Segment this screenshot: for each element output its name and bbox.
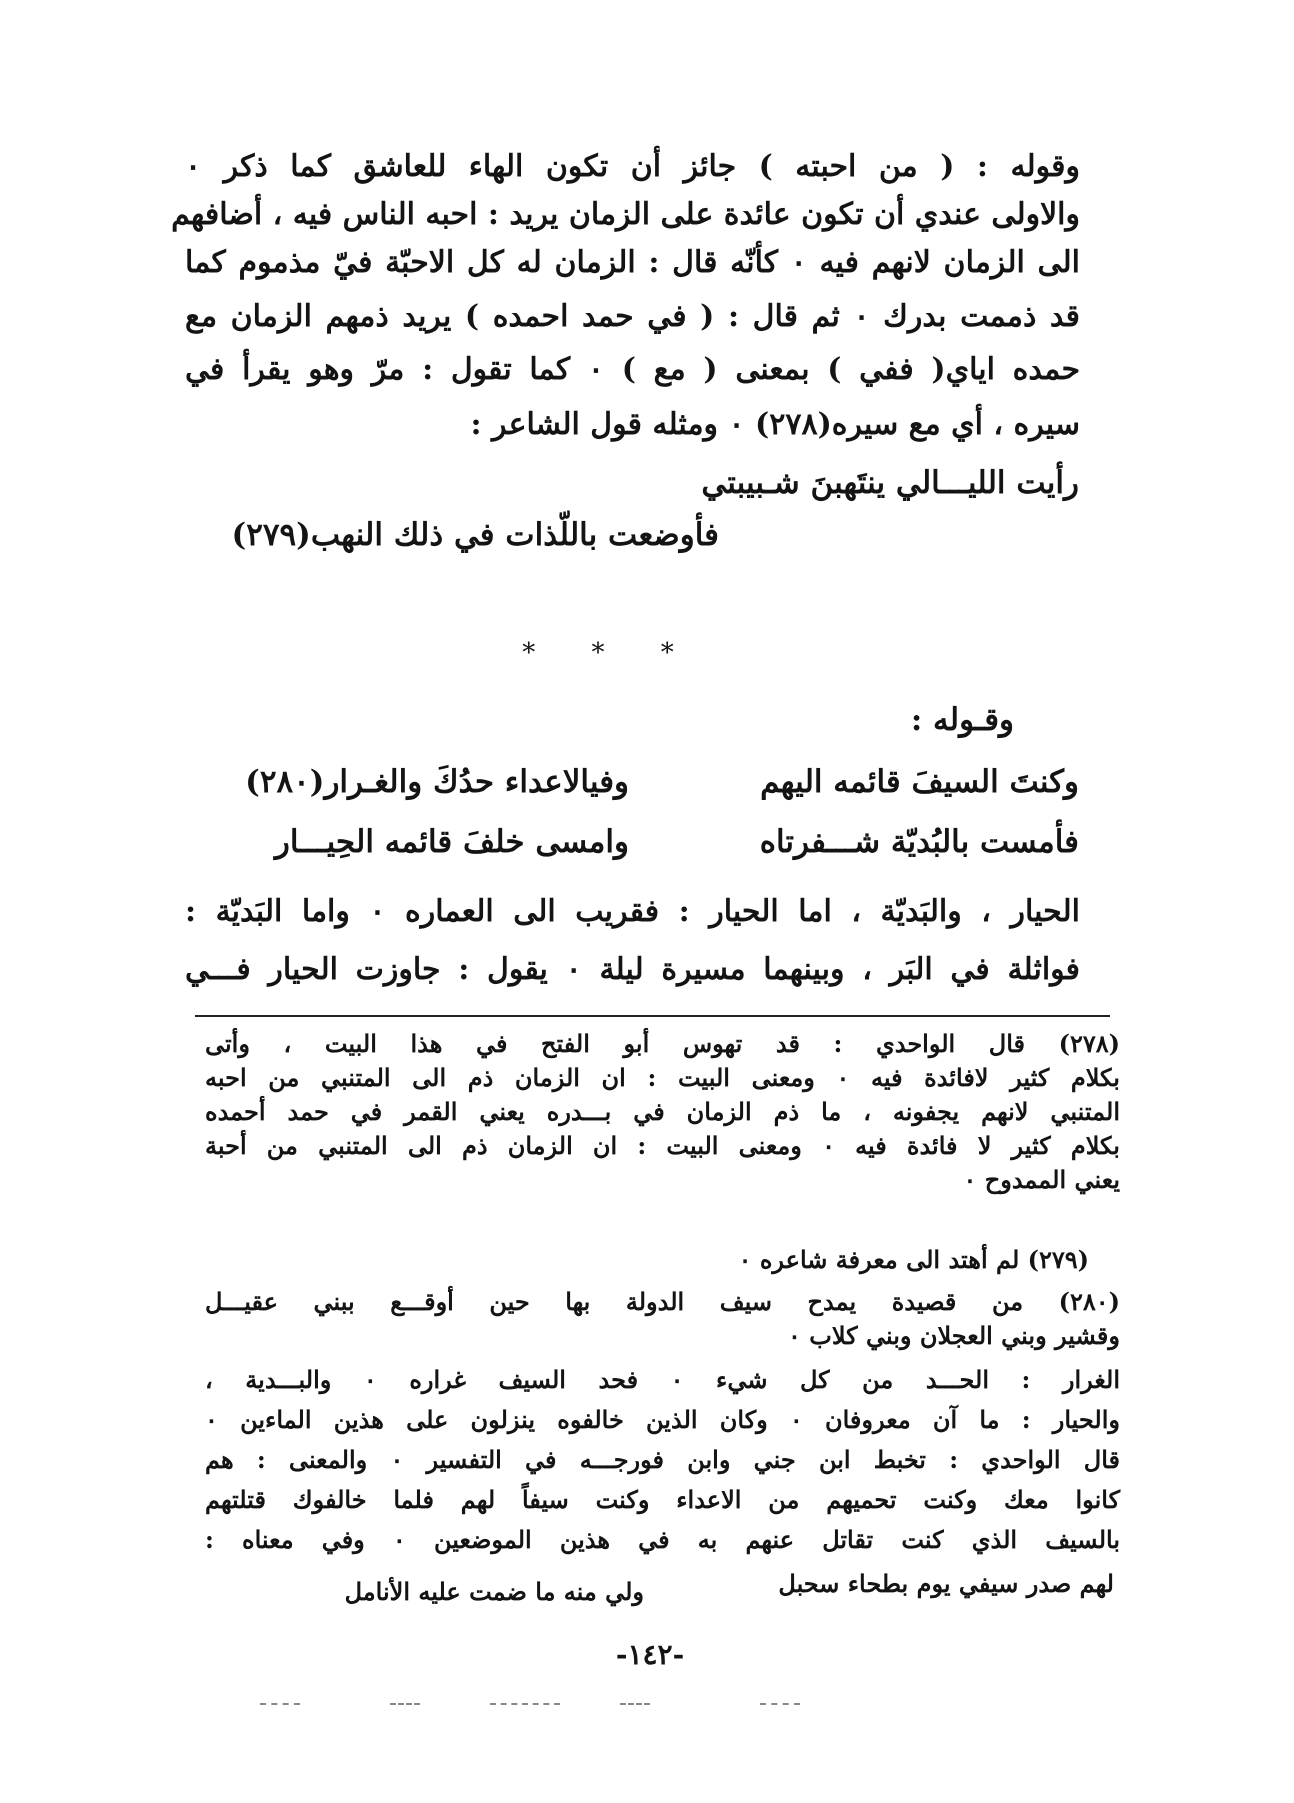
scan-mark — [390, 1703, 420, 1705]
body-line-4: قد ذممت بدرك ٠ ثم قال : ( في حمد احمده ) يريد ذمهم الزمان مع — [185, 299, 1080, 334]
poem2-verse1-right: وكنتَ السيفَ قائمه اليهم — [760, 764, 1079, 800]
footnote-line-9: الغرار : الحـــد من كل شيء ٠ فحد السيف غراره ٠ والبـــدية ، — [205, 1365, 1120, 1394]
scan-mark — [490, 1703, 560, 1705]
scan-mark — [760, 1703, 800, 1705]
body-line-8: فواثلة في البَر ، وبينهما مسيرة ليلة ٠ يقول : جاوزت الحيار فـــي — [185, 952, 1080, 987]
body-line-2: والاولى عندي أن تكون عائدة على الزمان يريد : احبه الناس فيه ، أضافهم — [171, 197, 1080, 232]
body-line-6: سيره ، أي مع سيره(٢٧٨) ٠ ومثله قول الشاعر : — [470, 407, 1080, 442]
scan-mark — [620, 1703, 650, 1705]
footnote-line-4: بكلام كثير لا فائدة فيه ٠ ومعنى البيت : ان الزمان ذم الى المتنبي من أحبة — [205, 1131, 1120, 1160]
footnote-verse-right: لهم صدر سيفي يوم بطحاء سحبل — [778, 1569, 1114, 1598]
footnote-line-11: قال الواحدي : تخبط ابن جني وابن فورجـــه في التفسير ٠ والمعنى : هم — [205, 1445, 1121, 1474]
footnote-line-6: (٢٧٩) لم أهتد الى معرفة شاعره ٠ — [738, 1245, 1089, 1274]
footnote-line-8: وقشير وبني العجلان وبني كلاب ٠ — [788, 1321, 1120, 1350]
poem1-line2: فأوضعت باللّذات في ذلك النهب(٢٧٩) — [231, 517, 719, 553]
footnote-divider — [195, 1015, 1110, 1017]
section-separator-stars: * * * — [522, 638, 698, 668]
poem2-verse2-left: وامسى خلفَ قائمه الحِيـــار — [274, 824, 629, 860]
footnote-line-7: (٢٨٠) من قصيدة يمدح سيف الدولة بها حين أوقـــع ببني عقيـــل — [205, 1287, 1120, 1316]
footnote-line-13: بالسيف الذي كنت تقاتل عنهم به في هذين الموضعين ٠ وفي معناه : — [205, 1525, 1120, 1554]
footnote-line-3: المتنبي لانهم يجفونه ، ما ذم الزمان في بـــدره يعني القمر في حمد أحمده — [205, 1097, 1120, 1126]
scan-mark — [260, 1703, 300, 1705]
footnote-verse-left: ولي منه ما ضمت عليه الأنامل — [344, 1577, 644, 1606]
body-line-3: الى الزمان لانهم فيه ٠ كأنّه قال : الزمان له كل الاحبّة فيّ مذموم كما — [185, 245, 1080, 280]
body-line-5: حمده اياي( ففي ) بمعنى ( مع ) ٠ كما تقول : مرّ وهو يقرأ في — [185, 352, 1080, 387]
poem1-line1: رأيت الليـــالي ينتَهبنَ شـبيبتي — [701, 465, 1079, 501]
footnote-line-12: كانوا معك وكنت تحميهم من الاعداء وكنت سيفاً لهم فلما خالفوك قتلتهم — [205, 1485, 1120, 1514]
poem2-verse2-right: فأمست بالبُديّة شـــفرتاه — [759, 824, 1079, 860]
footnote-line-2: بكلام كثير لافائدة فيه ٠ ومعنى البيت : ان الزمان ذم الى المتنبي من احبه — [205, 1063, 1120, 1092]
footnote-line-1: (٢٧٨) قال الواحدي : قد تهوس أبو الفتح في هذا البيت ، وأتى — [205, 1029, 1120, 1058]
footnote-line-10: والحيار : ما آن معروفان ٠ وكان الذين خالفوه ينزلون على هذين الماءين ٠ — [205, 1405, 1120, 1434]
body-line-1: وقوله : ( من احبته ) جائز أن تكون الهاء للعاشق كما ذكر ٠ — [185, 149, 1080, 184]
footnote-line-5: يعني الممدوح ٠ — [963, 1165, 1120, 1194]
poem2-verse1-left: وفيالاعداء حدُكَ والغـرار(٢٨٠) — [245, 764, 629, 800]
page-number: -١٤٢- — [615, 1638, 685, 1671]
poem2-intro: وقـوله : — [910, 702, 1014, 738]
body-line-7: الحيار ، والبَديّة ، اما الحيار : فقريب الى العماره ٠ واما البَديّة : — [185, 894, 1080, 929]
